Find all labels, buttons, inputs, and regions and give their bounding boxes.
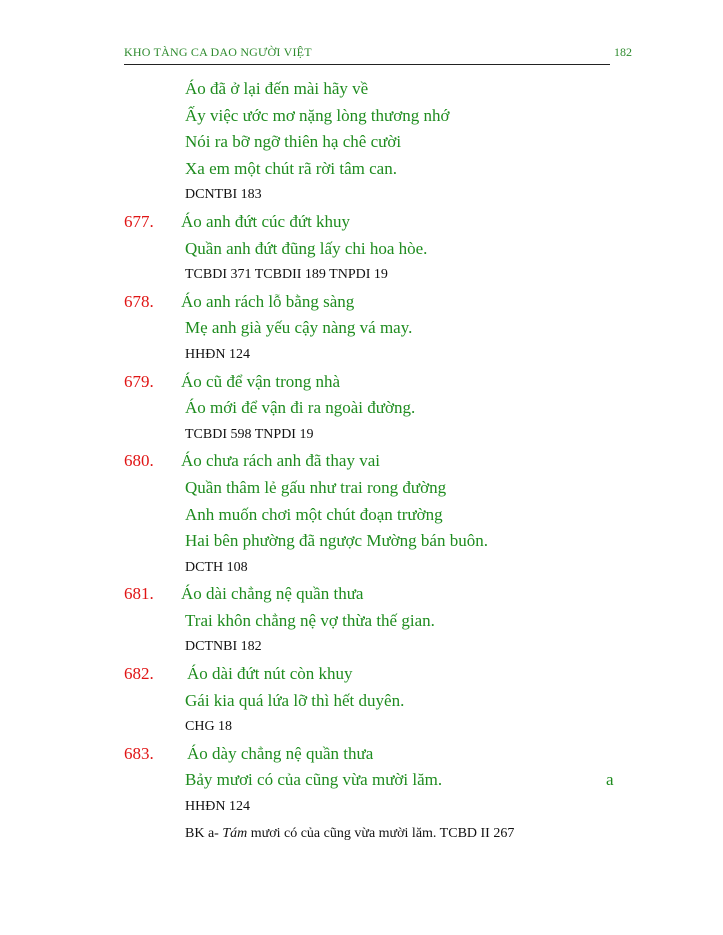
verse-line: [124, 369, 624, 396]
poem-list: [124, 76, 624, 847]
verse-text: Áo chưa rách anh đã thay vai: [181, 451, 380, 471]
entry-number: 683.: [124, 743, 154, 763]
entry-number: 679.: [124, 371, 154, 391]
citation-text: HHĐN 124: [185, 346, 250, 362]
verse-line: [124, 581, 624, 608]
verse-text: Áo dài đứt nút còn khuy: [187, 664, 353, 684]
entry-number: 681.: [124, 584, 154, 604]
verse-line: [124, 289, 624, 316]
source-citation: [124, 422, 624, 449]
variant-prefix: BK a-: [185, 825, 223, 841]
citation-text: DCTNBI 182: [185, 639, 262, 655]
verse-text: Áo anh rách lỗ bằng sàng: [181, 291, 355, 311]
book-title: KHO TÀNG CA DAO NGƯỜI VIỆT: [124, 45, 312, 59]
verse-line: [124, 528, 624, 555]
verse-text: Ấy việc ước mơ nặng lòng thương nhớ: [185, 105, 450, 125]
citation-text: HHĐN 124: [185, 799, 250, 815]
verse-text: Hai bên phường đã ngược Mường bán buôn.: [185, 531, 488, 551]
verse-text: Nói ra bỡ ngỡ thiên hạ chê cười: [185, 132, 402, 152]
verse-text: Mẹ anh già yếu cậy nàng vá may.: [185, 318, 413, 338]
verse-line: [124, 209, 624, 236]
citation-text: TCBDI 598 TNPDI 19: [185, 426, 314, 442]
verse-text: Quần anh đứt đũng lấy chi hoa hòe.: [185, 238, 428, 258]
verse-line: [124, 741, 624, 768]
verse-text: Áo mới để vận đi ra ngoài đường.: [185, 398, 416, 418]
verse-line: [124, 475, 624, 502]
variant-text: [185, 821, 514, 848]
verse-text: Quần thâm lẻ gấu như trai rong đường: [185, 477, 447, 497]
footnote-marker: a: [606, 770, 614, 790]
citation-text: DCNTBI 183: [185, 187, 262, 203]
verse-line: [124, 129, 624, 156]
entry-number: 678.: [124, 291, 154, 311]
entry-number: 677.: [124, 211, 154, 231]
verse-line: [124, 448, 624, 475]
variant-rest: mươi có của cũng vừa mười lăm. TCBD II 267: [247, 825, 515, 841]
source-citation: [124, 714, 624, 741]
citation-text: CHG 18: [185, 719, 233, 735]
verse-line: [124, 502, 624, 529]
verse-text: Gái kia quá lứa lỡ thì hết duyên.: [185, 690, 405, 710]
source-citation: [124, 182, 624, 209]
verse-line: [124, 315, 624, 342]
verse-text: Bảy mươi có của cũng vừa mười lăm.: [185, 770, 443, 790]
variant-note: [124, 821, 624, 848]
page-number: 182: [614, 45, 632, 59]
source-citation: [124, 555, 624, 582]
source-citation: [124, 342, 624, 369]
verse-text: Áo đã ở lại đến mài hãy về: [185, 79, 369, 98]
verse-line: [124, 688, 624, 715]
verse-line: [124, 661, 624, 688]
verse-text: Áo dài chẳng nệ quần thưa: [181, 584, 364, 604]
variant-italic: Tám: [222, 825, 248, 841]
verse-text: Anh muốn chơi một chút đoạn trường: [185, 504, 443, 524]
citation-text: DCTH 108: [185, 559, 248, 575]
verse-line: [124, 103, 624, 130]
entry-number: 682.: [124, 664, 154, 684]
verse-text: Áo cũ để vận trong nhà: [181, 371, 341, 391]
citation-text: TCBDI 371 TCBDII 189 TNPDI 19: [185, 267, 388, 283]
verse-line: [124, 608, 624, 635]
entry-number: 680.: [124, 451, 154, 471]
verse-line: [124, 767, 624, 794]
source-citation: [124, 794, 624, 821]
verse-text: Áo dày chẳng nệ quần thưa: [187, 743, 374, 763]
verse-line: [124, 236, 624, 263]
verse-line: [124, 76, 624, 103]
verse-line: [124, 395, 624, 422]
verse-text: Trai khôn chẳng nệ vợ thừa thế gian.: [185, 610, 435, 630]
verse-text: Xa em một chút rã rời tâm can.: [185, 158, 397, 178]
source-citation: [124, 634, 624, 661]
verse-text: Áo anh đứt cúc đứt khuy: [181, 211, 351, 231]
source-citation: [124, 262, 624, 289]
verse-line: [124, 156, 624, 183]
page-header: [124, 42, 610, 65]
